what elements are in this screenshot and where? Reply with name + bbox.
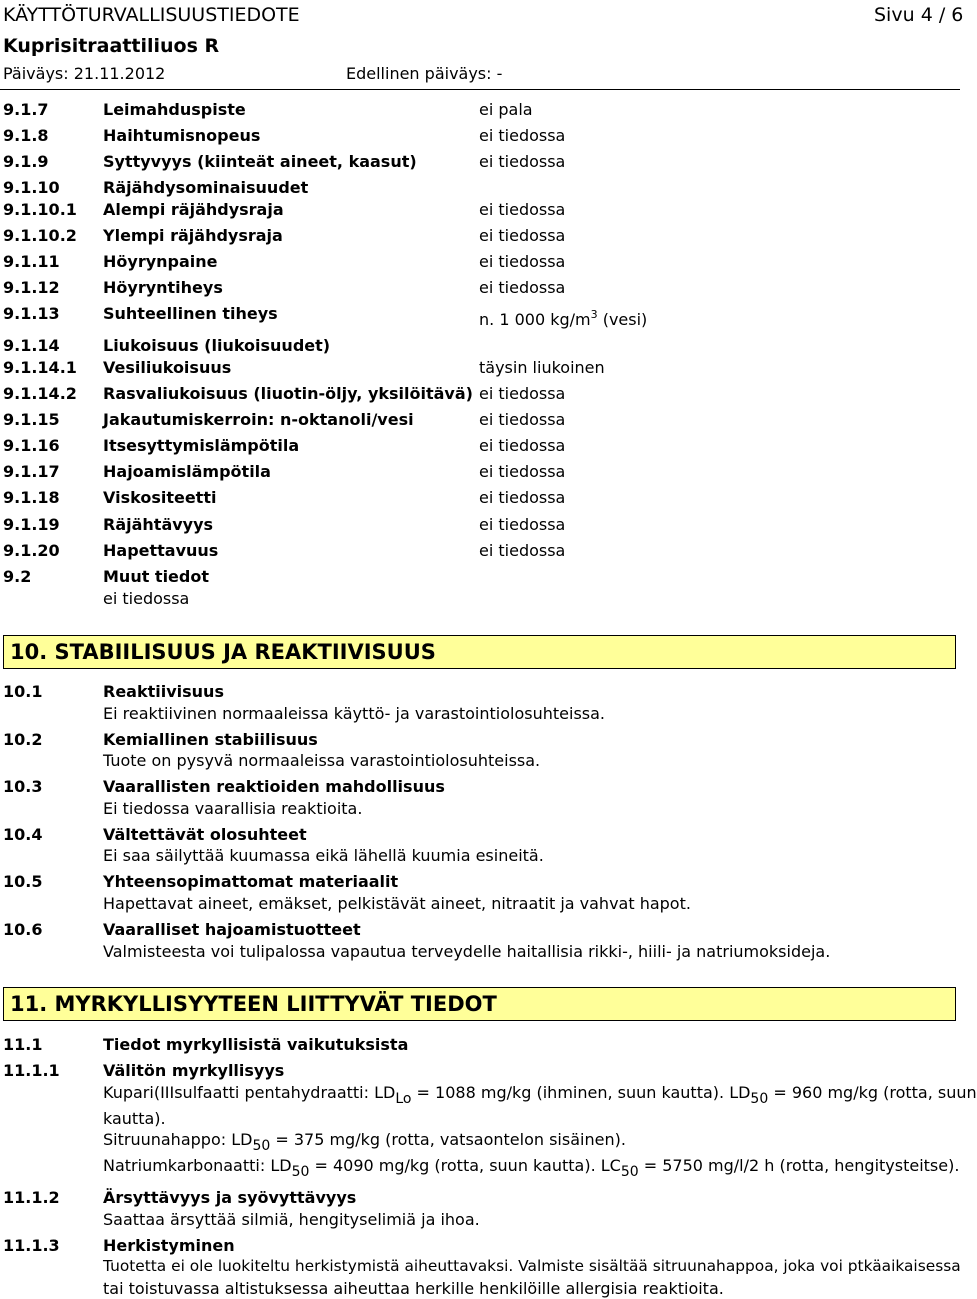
item-label: Herkistyminen: [103, 1236, 235, 1255]
item-label: Vaaralliset hajoamistuotteet: [103, 920, 361, 939]
header-divider: [0, 89, 960, 90]
item-label: Vältettävät olosuhteet: [103, 825, 307, 844]
row-value: ei tiedossa: [479, 152, 566, 171]
row-label: Itsesyttymislämpötila: [103, 436, 300, 455]
item-number: 11.1.1: [3, 1061, 60, 1080]
item-label: Kemiallinen stabiilisuus: [103, 730, 318, 749]
item-number: 11.1: [3, 1035, 43, 1054]
row-label: Alempi räjähdysraja: [103, 200, 284, 219]
row-value: ei tiedossa: [479, 278, 566, 297]
page-total: 6: [951, 4, 964, 26]
row-label: Rasvaliukoisuus (liuotin-öljy, yksilöitävä): [103, 384, 473, 403]
row-label: Liukoisuus (liukoisuudet): [103, 336, 331, 355]
item-number: 11.1.3: [3, 1236, 60, 1255]
section-10-title: 10. STABIILISUUS JA REAKTIIVISUUS: [10, 640, 436, 664]
item-number: 10.1: [3, 682, 43, 701]
row-value-density: n. 1 000 $kg/m^3$ (vesi): [479, 308, 648, 329]
item-label: Reaktiivisuus: [103, 682, 224, 701]
item-text: Tuote on pysyvä normaaleissa varastointiolosuhteissa.: [103, 751, 541, 770]
row-value: ei tiedossa: [479, 384, 566, 403]
row-value: ei tiedossa: [479, 126, 566, 145]
row-value: ei tiedossa: [479, 462, 566, 481]
row-number: 9.1.7: [3, 100, 49, 119]
row-number: 9.1.12: [3, 278, 60, 297]
toxicity-line: Kupari(IIIsulfaatti pentahydraatti: LDLo = 1088 mg/kg (ihminen, suun kautta). LD50 = 960 mg/kg (rotta, suun: [103, 1083, 977, 1107]
row-value: ei tiedossa: [479, 200, 566, 219]
row-number: 9.1.20: [3, 541, 60, 560]
row-value: ei tiedossa: [479, 436, 566, 455]
row-number: 9.1.16: [3, 436, 60, 455]
toxicity-line: Sitruunahappo: LD50 = 375 mg/kg (rotta, vatsaontelon sisäinen).: [103, 1130, 626, 1154]
item-label: Yhteensopimattomat materiaalit: [103, 872, 399, 891]
document-title: KÄYTTÖTURVALLISUUSTIEDOTE: [3, 4, 300, 26]
row-label: Ylempi räjähdysraja: [103, 226, 283, 245]
section-11-header: [3, 987, 956, 1021]
previous-date-line: [346, 64, 502, 83]
row-number: 9.1.10.2: [3, 226, 77, 245]
previous-date-label: Edellinen päiväys:: [346, 64, 492, 83]
page-separator: /: [938, 4, 946, 26]
toxicity-line: kautta).: [103, 1109, 166, 1128]
section-11-title: 11. MYRKYLLISYYTEEN LIITTYVÄT TIEDOT: [10, 992, 497, 1016]
page-current: 4: [920, 4, 933, 26]
row-number: 9.2: [3, 567, 32, 586]
item-number: 10.6: [3, 920, 43, 939]
row-value: ei tiedossa: [479, 252, 566, 271]
date-label: Päiväys:: [3, 64, 69, 83]
page-label: Sivu: [874, 4, 915, 26]
item-label: Välitön myrkyllisyys: [103, 1061, 285, 1080]
row-number: 9.1.14.1: [3, 358, 77, 377]
row-label: Haihtumisnopeus: [103, 126, 261, 145]
row-number: 9.1.11: [3, 252, 60, 271]
row-label: Hajoamislämpötila: [103, 462, 271, 481]
toxicity-line: Natriumkarbonaatti: LD50 = 4090 mg/kg (rotta, suun kautta). LC50 = 5750 mg/l/2 h (rotta, hengitysteitse).: [103, 1156, 960, 1180]
date-value: 21.11.2012: [73, 64, 166, 83]
item-text: Saattaa ärsyttää silmiä, hengityselimiä ja ihoa.: [103, 1210, 480, 1229]
row-label: Räjähtävyys: [103, 515, 214, 534]
row-number: 9.1.19: [3, 515, 60, 534]
row-label: Leimahduspiste: [103, 100, 246, 119]
item-number: 10.4: [3, 825, 43, 844]
row-number: 9.1.18: [3, 488, 60, 507]
item-text: Hapettavat aineet, emäkset, pelkistävät aineet, nitraatit ja vahvat hapot.: [103, 894, 691, 913]
row-value: ei pala: [479, 100, 533, 119]
row-label: Höyrynpaine: [103, 252, 218, 271]
item-number: 10.2: [3, 730, 43, 749]
row-label: Hapettavuus: [103, 541, 219, 560]
item-number: 10.5: [3, 872, 43, 891]
row-number: 9.1.10: [3, 178, 60, 197]
row-label: Jakautumiskerroin: n-oktanoli/vesi: [103, 410, 414, 429]
row-number: 9.1.13: [3, 304, 60, 323]
row-text: ei tiedossa: [103, 589, 190, 608]
row-value: ei tiedossa: [479, 515, 566, 534]
item-label: Ärsyttävyys ja syövyttävyys: [103, 1188, 357, 1207]
row-label: Räjähdysominaisuudet: [103, 178, 309, 197]
row-number: 9.1.8: [3, 126, 49, 145]
row-number: 9.1.17: [3, 462, 60, 481]
row-value: ei tiedossa: [479, 226, 566, 245]
item-number: 11.1.2: [3, 1188, 60, 1207]
row-value: täysin liukoinen: [479, 358, 605, 377]
item-label: Tiedot myrkyllisistä vaikutuksista: [103, 1035, 409, 1054]
row-value: ei tiedossa: [479, 541, 566, 560]
row-value: ei tiedossa: [479, 488, 566, 507]
row-label: Viskositeetti: [103, 488, 217, 507]
row-label: Höyryntiheys: [103, 278, 223, 297]
row-number: 9.1.9: [3, 152, 49, 171]
row-number: 9.1.14.2: [3, 384, 77, 403]
product-name: Kuprisitraattiliuos R: [3, 35, 220, 57]
item-label: Vaarallisten reaktioiden mahdollisuus: [103, 777, 445, 796]
row-number: 9.1.15: [3, 410, 60, 429]
row-label: Suhteellinen tiheys: [103, 304, 278, 323]
item-text: tai toistuvassa altistuksessa aiheuttaa herkille henkilöille allergisia reaktioita.: [103, 1279, 724, 1298]
row-label: Vesiliukoisuus: [103, 358, 232, 377]
item-text: Valmisteesta voi tulipalossa vapautua terveydelle haitallisia rikki-, hiili- ja natriumoksideja.: [103, 942, 831, 961]
row-label: Syttyvyys (kiinteät aineet, kaasut): [103, 152, 417, 171]
section-10-header: [3, 635, 956, 669]
row-value: ei tiedossa: [479, 410, 566, 429]
item-text: Ei tiedossa vaarallisia reaktioita.: [103, 799, 363, 818]
date-line: [3, 64, 165, 83]
row-number: 9.1.14: [3, 336, 60, 355]
page-indicator: [874, 4, 963, 26]
item-number: 10.3: [3, 777, 43, 796]
row-number: 9.1.10.1: [3, 200, 77, 219]
previous-date-value: -: [496, 64, 503, 83]
item-text: Ei reaktiivinen normaaleissa käyttö- ja varastointiolosuhteissa.: [103, 704, 605, 723]
row-label: Muut tiedot: [103, 567, 209, 586]
item-text: Ei saa säilyttää kuumassa eikä lähellä kuumia esineitä.: [103, 846, 544, 865]
item-text: Tuotetta ei ole luokiteltu herkistymistä aiheuttavaksi. Valmiste sisältää sitruunahappoa, joka voi ptkäaikaisessa: [103, 1257, 961, 1275]
